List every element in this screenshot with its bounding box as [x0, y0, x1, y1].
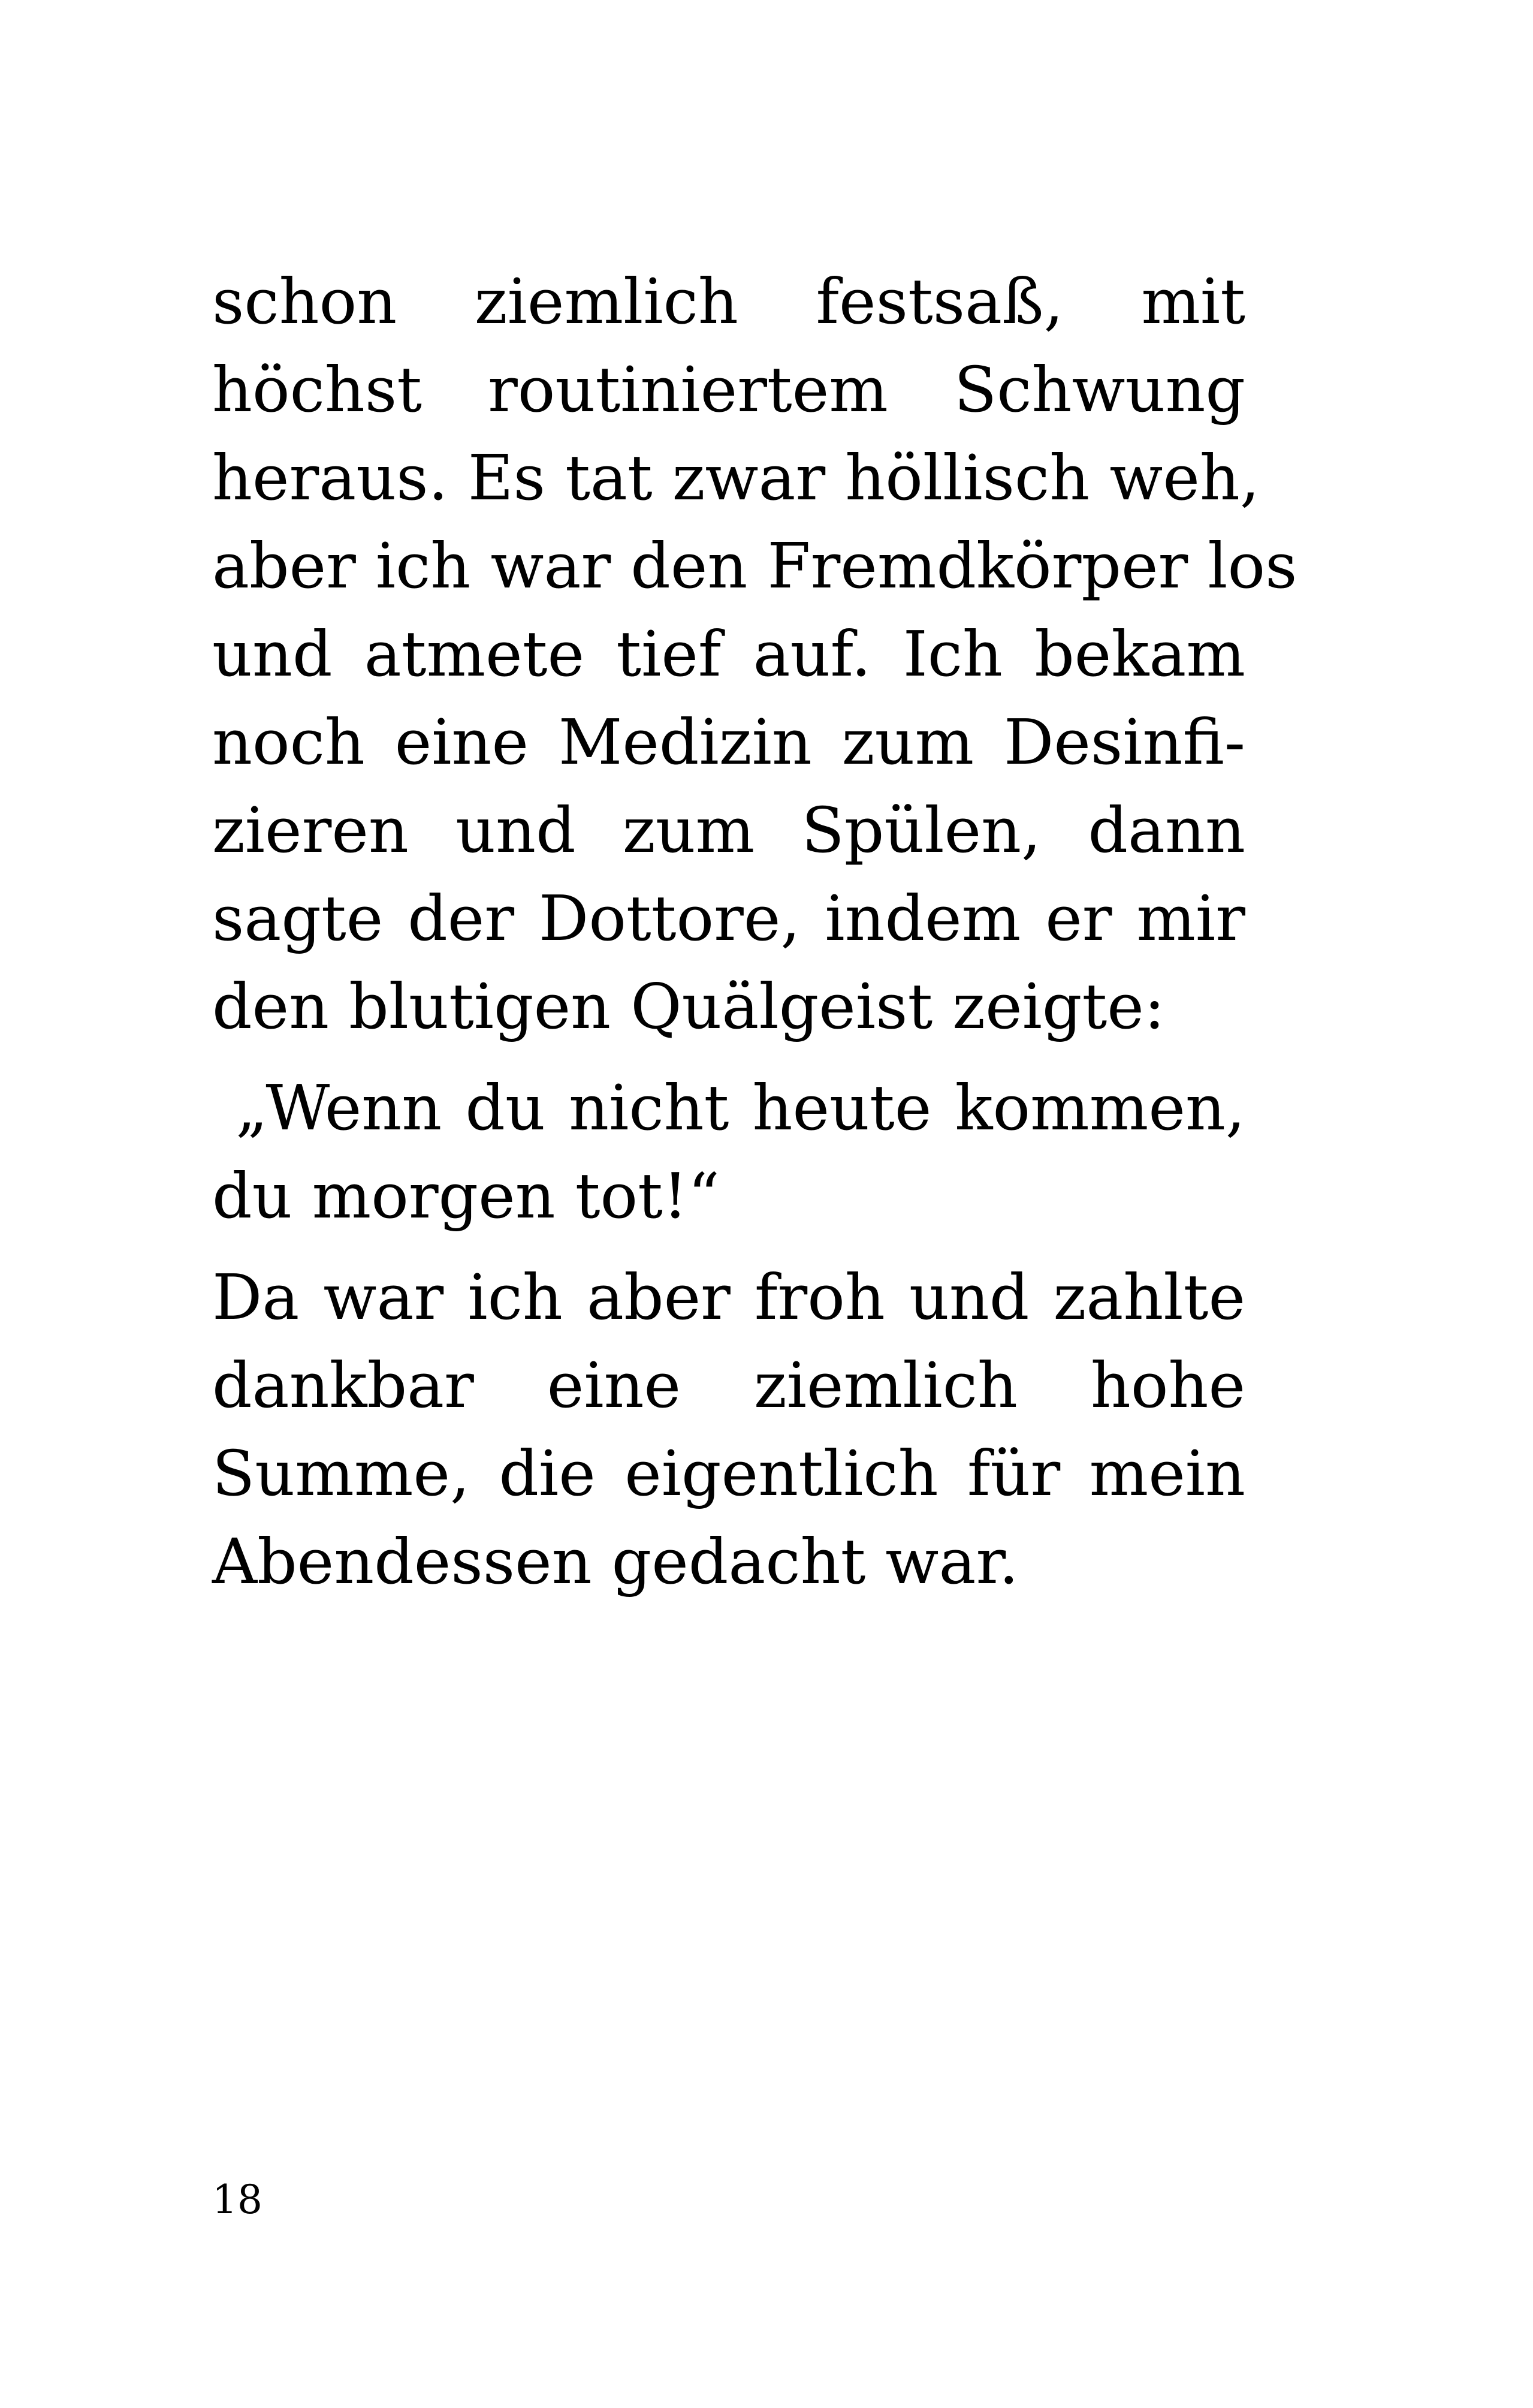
text-line: dankbar eine ziemlich hohe [212, 1349, 1245, 1422]
text-line: „Wenn du nicht heute kommen, [212, 1071, 1245, 1144]
text-line: den blutigen Quälgeist zeigte: [212, 970, 1165, 1043]
text-line: noch eine Medizin zum Desinfi- [212, 706, 1245, 779]
page-number: 18 [212, 2177, 262, 2223]
text-line: aber ich war den Fremdkörper los [212, 529, 1297, 602]
paragraph-2-quote [212, 1064, 1245, 1240]
text-line: zieren und zum Spülen, dann [212, 794, 1245, 867]
text-line: Da war ich aber froh und zahlte [212, 1261, 1245, 1334]
text-line: sagte der Dottore, indem er mir [212, 882, 1245, 955]
text-line: und atmete tief auf. Ich bekam [212, 617, 1245, 691]
text-line: du morgen tot!“ [212, 1159, 720, 1232]
paragraph-3 [212, 1253, 1245, 1606]
text-line: höchst routiniertem Schwung [212, 353, 1245, 426]
paragraph-gap [212, 1051, 1245, 1064]
body-text [212, 258, 1297, 1606]
text-line: Abendessen gedacht war. [212, 1525, 1019, 1598]
paragraph-gap [212, 1240, 1245, 1253]
text-line: schon ziemlich festsaß, mit [212, 265, 1245, 338]
paragraph-1 [212, 258, 1297, 1051]
text-line: heraus. Es tat zwar höllisch weh, [212, 441, 1260, 514]
text-line: Summe, die eigentlich für mein [212, 1437, 1245, 1510]
